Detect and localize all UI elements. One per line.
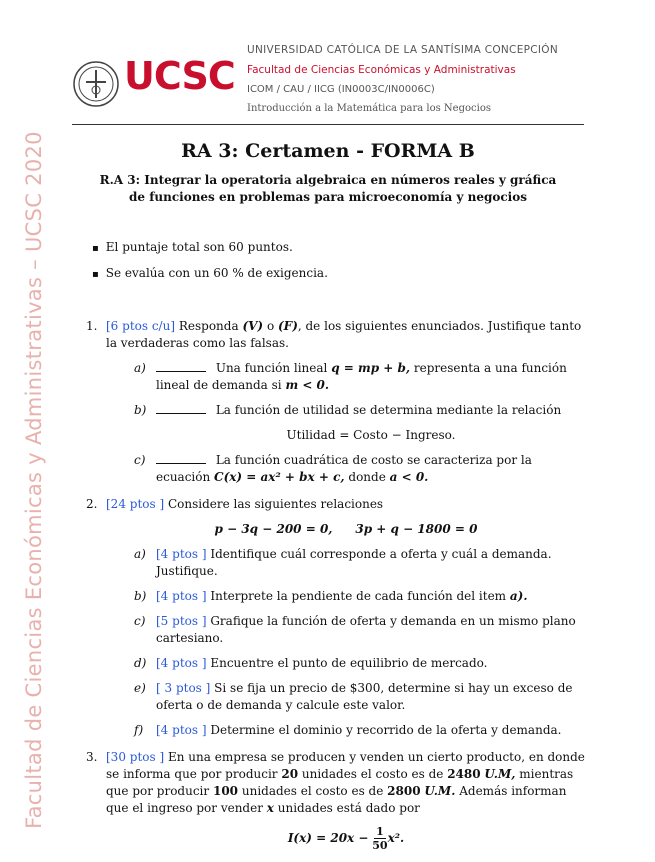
answer-blank — [156, 453, 206, 464]
question-1a: a) Una función lineal q = mp + b, representa a una función lineal de demanda si m < 0. — [134, 361, 567, 392]
header-divider — [72, 124, 584, 125]
question-2a: a) [4 ptos ] Identifique cuál corresponde a oferta y cuál a demanda. Justifique. — [134, 547, 552, 578]
exam-instructions — [92, 240, 572, 292]
equation: Utilidad = Costo − Ingreso. — [286, 428, 456, 442]
header-course-name: Introducción a la Matemática para los Negocios — [247, 103, 491, 114]
question-points: [6 ptos c/u] — [106, 319, 176, 333]
answer-blank — [156, 361, 206, 372]
question-1c: c) La función cuadrática de costo se caracteriza por la ecuación C(x) = ax² + bx + c, donde a < 0. — [134, 453, 532, 484]
question-points: [30 ptos ] — [106, 750, 165, 764]
document-header — [72, 38, 584, 124]
question-2d: d) [4 ptos ] Encuentre el punto de equilibrio de mercado. — [134, 656, 488, 670]
revenue-equation: I(x) = 20x − $\frac{1}{50}$ x². — [287, 825, 405, 852]
question-1: 1. [6 ptos c/u] Responda (V) o (F), de los siguientes enunciados. Justifique tanto la verdaderas como las falsas. a) Una función lineal q = mp + b, representa a una función lineal de demanda si m < 0. b) La función de utilidad se determina mediante la relación Utilidad = Costo − Ingreso. c) La función cuadrática de costo se caracteriza por la ecuación C(x) = ax² + bx + c, donde a < 0. — [86, 318, 586, 486]
sidebar-watermark — [14, 131, 54, 829]
university-seal-icon — [72, 60, 120, 108]
equation: p − 3q − 200 = 0, 3p + q − 1800 = 0 — [214, 522, 478, 536]
instruction-item: ▪ Se evalúa con un 60 % de exigencia. — [92, 266, 572, 280]
ucsc-logo-text: UCSC — [124, 54, 235, 98]
sidebar-text: Facultad de Ciencias Económicas y Administrativas – UCSC 2020 — [22, 131, 46, 829]
answer-blank — [156, 403, 206, 414]
question-points: [24 ptos ] — [106, 497, 165, 511]
exam-questions — [86, 318, 586, 862]
question-2c: c) [5 ptos ] Grafique la función de oferta y demanda en un mismo plano cartesiano. — [134, 614, 576, 645]
question-1b: b) La función de utilidad se determina mediante la relación Utilidad = Costo − Ingreso. — [106, 402, 586, 444]
question-2e: e) [ 3 ptos ] Si se fija un precio de $300, determine si hay un exceso de oferta o de demanda y calcule este valor. — [134, 681, 573, 712]
header-faculty: Facultad de Ciencias Económicas y Administrativas — [247, 64, 516, 76]
header-university: UNIVERSIDAD CATÓLICA DE LA SANTÍSIMA CONCEPCIÓN — [247, 44, 559, 56]
question-2: 2. [24 ptos ] Considere las siguientes relaciones p − 3q − 200 = 0, 3p + q − 1800 = 0 a) [4 ptos ] Identifique cuál corresponde a oferta y cuál a demanda. Justifique. b) [4 ptos ] Interprete la pendiente de cada función del item a). c) [5 ptos ] Grafique la función de oferta y demanda en un mismo plano cartesiano. d) [4 ptos ] Encuentre el punto de equilibrio de mercado. e) [ 3 ptos ] Si se fija un precio de $300, determine si hay un exceso de oferta o de demanda y calcule este valor. f) [4 ptos ] Determine el dominio y recorrido de la oferta y demanda. — [86, 496, 586, 739]
instruction-item: ▪ El puntaje total son 60 puntos. — [92, 240, 572, 254]
question-2f: f) [4 ptos ] Determine el dominio y recorrido de la oferta y demanda. — [134, 723, 562, 737]
exam-title: RA 3: Certamen - FORMA B — [181, 140, 475, 162]
question-2b: b) [4 ptos ] Interprete la pendiente de cada función del item a). — [134, 589, 528, 603]
exam-subtitle: R.A 3: Integrar la operatoria algebraica en números reales y gráfica de funciones en problemas para microeconomía y negocios — [99, 173, 557, 204]
question-3: 3. [30 ptos ] En una empresa se producen y venden un cierto producto, en donde se informa que por producir 20 unidades el costo es de 2480 U.M, mientras que por producir 100 unidades el costo es de 2800 U.M. Además informan que el ingreso por vender x unidades está dado por I(x) = 20x − $\frac{1}{50}$ x². — [86, 750, 585, 852]
header-course-code: ICOM / CAU / IICG (IN0003C/IN0006C) — [247, 84, 435, 95]
fraction: $\frac{1}{50}$ — [372, 825, 388, 852]
